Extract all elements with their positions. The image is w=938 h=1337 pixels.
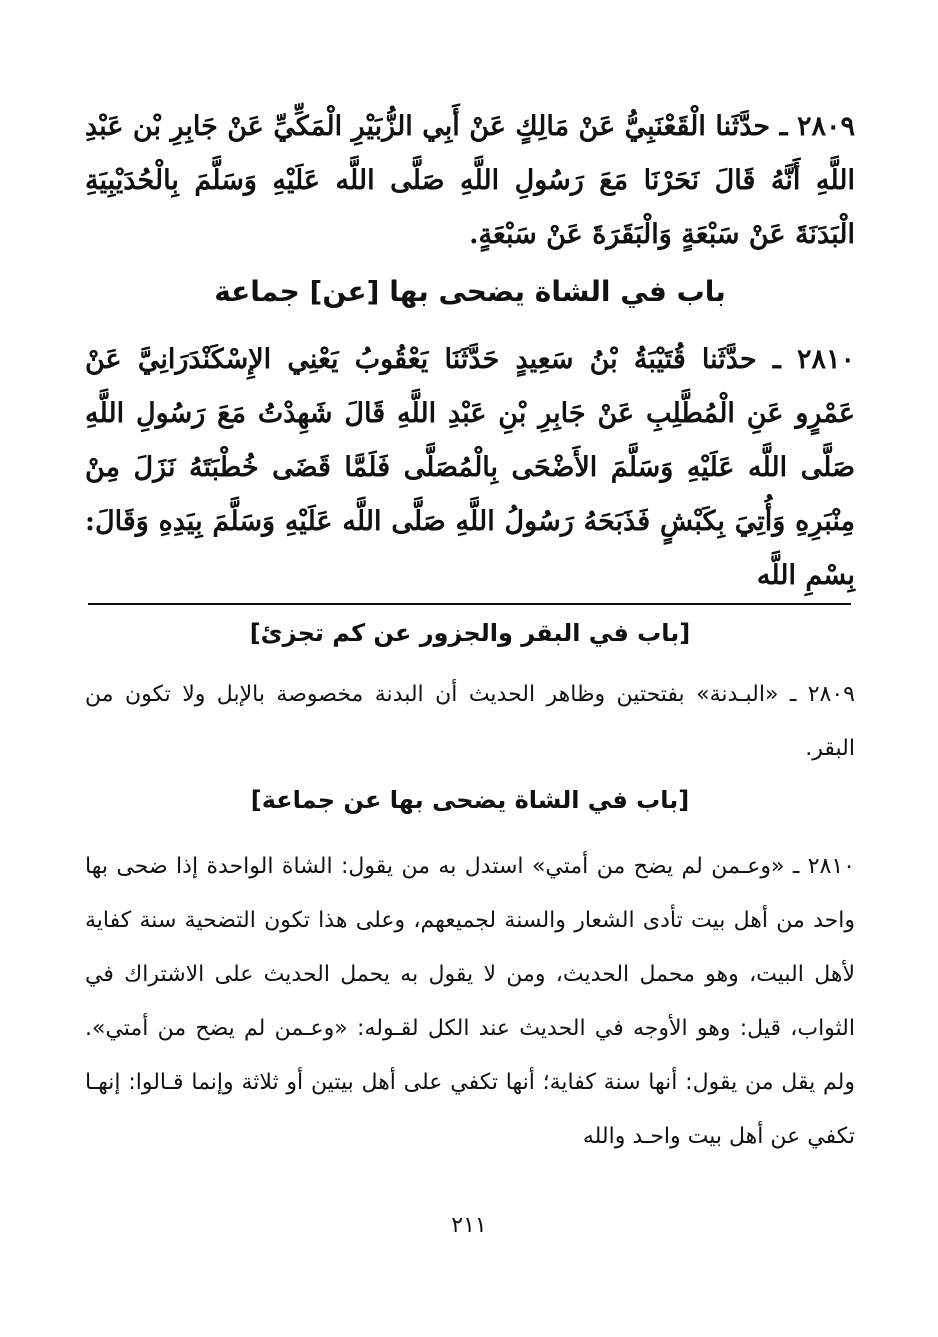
commentary-note-2809 (85, 668, 855, 776)
hadith-2809 (85, 100, 855, 262)
hadith-2809-text: ٢٨٠٩ ـ حدَّثَنا الْقَعْنَبِيُّ عَنْ مَالِكٍ عَنْ أَبِي الزُّبَيْرِ الْمَكِّيِّ عَنْ جَابِرِ بْن عَبْدِ اللَّهِ أَنَّهُ قَالَ نَحَرْنَا مَعَ رَسُولِ اللَّهِ صَلَّى اللَّه عَلَيْهِ وَسَلَّمَ بِالْحُدَيْبِيَةِ الْبَدَنَةَ عَنْ سَبْعَةٍ وَالْبَقَرَةَ عَنْ سَبْعَةٍ. (85, 111, 855, 250)
hadith-2810-text: ٢٨١٠ ـ حدَّثَنا قُتَيْبَةُ بْنُ سَعِيدٍ حَدَّثَنَا يَعْقُوبُ يَعْنِي الإِسْكَنْدَرَانِيَّ عَنْ عَمْرٍو عَنِ الْمُطَّلِبِ عَنْ جَابِرِ بْنِ عَبْدِ اللَّهِ قَالَ شَهِدْتُ مَعَ رَسُولِ اللَّهِ صَلَّى اللَّه عَلَيْهِ وَسَلَّمَ الأَضْحَى بِالْمُصَلَّى فَلَمَّا قَضَى خُطْبَتَهُ نَزَلَ مِنْ مِنْبَرِهِ وَأُتِيَ بِكَبْشٍ فَذَبَحَهُ رَسُولُ اللَّهِ صَلَّى اللَّه عَلَيْهِ وَسَلَّمَ بِيَدِهِ وَقَالَ: بِسْمِ اللَّه (85, 344, 855, 591)
page-number: ٢١١ (451, 1213, 487, 1238)
commentary-note-2810-text: ٢٨١٠ ـ «وعـمن لم يضح من أمتي» استدل به من يقول: الشاة الواحدة إذا ضحى بها واحد من أهل بيت تأدى الشعار والسنة لجميعهم، وعلى هذا تكون التضحية سنة كفاية لأهل البيت، وهو محمل الحديث، ومن لا يقول به يحمل الحديث على الاشتراك في الثواب، قيل: وهو الأوجه في الحديث عند الكل لقـوله: «وعـمن لم يضح من أمتي». ولم يقل من يقول: أنها سنة كفاية؛ أنها تكفي على أهل بيتين أو ثلاثة وإنما قـالوا: إنهـا تكفي عن أهل بيت واحـد والله (85, 854, 855, 1149)
commentary-heading-2: [باب في الشاة يضحى بها عن جماعة] (250, 786, 690, 814)
commentary-note-2810 (85, 840, 855, 1164)
chapter-heading: باب في الشاة يضحى بها [عن] جماعة (214, 275, 726, 308)
footnote-divider (88, 603, 851, 605)
commentary-note-2809-text: ٢٨٠٩ ـ «البـدنة» بفتحتين وظاهر الحديث أن البدنة مخصوصة بالإبل ولا تكون من البقر. (85, 682, 855, 761)
hadith-2810 (85, 333, 855, 603)
commentary-heading-1: [باب في البقر والجزور عن كم تجزئ] (249, 619, 691, 647)
